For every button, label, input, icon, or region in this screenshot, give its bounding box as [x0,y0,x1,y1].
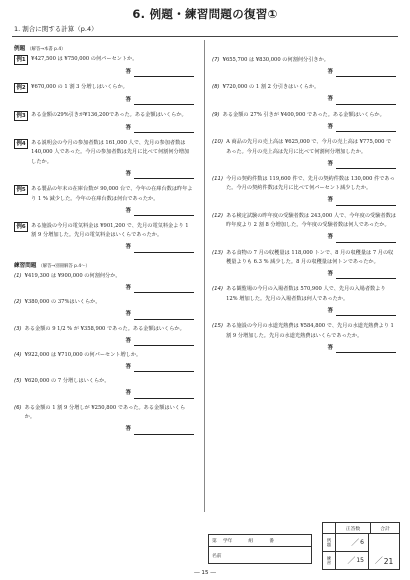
score-row-examples [323,534,369,551]
problem-text: ある施設の今月の水道光熱費は ¥584,800 で、先月の水道光熱費より 1 割 9 分増加した。先月の水道光熱費はいくらであったか。 [226,323,394,339]
score-cell[interactable]: ／ 6 [336,534,369,551]
score-cell[interactable]: ／ 15 [336,552,369,569]
examples-heading-label: 例題 [14,46,26,52]
row-label: 例題 [323,534,336,551]
practice-12 [212,212,396,243]
answer-row [212,196,396,206]
problem-number: (9) [212,111,220,118]
answer-field[interactable] [134,312,194,320]
row-total: 15 [356,557,364,564]
answer-field[interactable] [336,124,396,132]
right-column [212,56,396,353]
answer-label: 答 [125,96,131,103]
answer-field[interactable] [336,97,396,105]
answer-label: 答 [327,271,333,278]
answer-row [14,95,194,105]
example-2 [14,83,194,105]
answer-field[interactable] [134,338,194,346]
practice-2 [14,298,194,319]
problem-text: ¥427,500 は ¥750,000 の何パーセントか。 [31,56,138,62]
problem-text: ある製品の年末の在庫台数が 90,000 台で、今年の在庫台数は昨年より 1 % 減少した。今年の在庫台数は何台であったか。 [31,186,193,202]
answer-row [14,425,194,435]
problem-number: (3) [14,325,22,332]
grand-total: 21 [383,557,394,566]
answer-label: 答 [125,311,131,318]
answer-label: 答 [125,426,131,433]
practice-4 [14,351,194,372]
answer-row [212,95,396,105]
answer-field[interactable] [134,285,194,293]
answer-field[interactable] [134,391,194,399]
answer-field[interactable] [336,308,396,316]
total-header: 合計 [380,526,390,532]
problem-number: (13) [212,249,224,256]
practice-10 [212,138,396,169]
score-box [322,522,400,570]
row-total: 6 [360,539,364,546]
problem-text: ¥380,000 の 37%はいくらか。 [24,299,101,306]
answer-row [212,343,396,353]
problem-text: ある観覧場の今月の入場者数は 570,900 人で、先月の入場者数より 12% 増加した。先月の入場者数は何人であったか。 [226,286,386,302]
problem-text: ある説明会の今月の参加者数は 161,000 人で、先月の参加者数は 140,000 人であった。今月の参加者数は先月に比べて何割何分増加したか。 [31,140,190,165]
answer-row [212,159,396,169]
problem-text: ある検定試験の昨年度の受験者数は 243,000 人で、今年度の受験者数は昨年度より 2 割 8 分増加した。今年度の受験者数は何人であったか。 [226,212,396,229]
answer-label: 答 [327,96,333,103]
problem-number: (15) [212,323,224,330]
answer-label: 答 [125,170,131,177]
page-title: 6. 例題・練習問題の復習① [132,7,278,21]
correct-count-header: 正答数 [336,523,371,533]
problem-number: (2) [14,299,22,306]
problem-text: ¥720,000 の 1 割 2 分引きはいくらか。 [222,84,320,91]
problem-number: 例5 [14,185,28,195]
answer-label: 答 [125,68,131,75]
problem-text: ¥419,300 は ¥900,000 の何割何分か。 [24,272,121,279]
problem-text: ある施設の今月の電気料金は ¥901,200 で、先月の電気料金より 1 割 9 分増加した。先月の電気料金はいくらであったか。 [31,223,189,239]
answer-label: 答 [125,207,131,214]
name-label: 名前 [212,553,222,559]
practice-5 [14,377,194,398]
problem-number: 例2 [14,83,28,93]
answer-label: 答 [125,284,131,291]
answer-row [14,243,194,253]
examples-heading-note: （解答→本書 p.4） [27,47,66,52]
section-divider [12,36,398,37]
class-name-box [208,534,312,564]
practice-heading-note: （解答→別冊解答 p.4〜） [38,263,90,269]
example-5 [14,185,194,216]
practice-14 [212,285,396,316]
practice-8 [212,83,396,104]
answer-row [14,283,194,293]
problem-text: ¥620,000 の 7 分増しはいくらか。 [24,378,110,385]
column-divider [204,40,205,512]
answer-row [14,362,194,372]
problem-number: (10) [212,139,224,146]
practice-1 [14,272,194,293]
answer-row [212,269,396,279]
answer-field[interactable] [336,198,396,206]
practice-13 [212,249,396,280]
answer-field[interactable] [134,97,194,105]
section-heading: 1. 割合に関する計算（p.4） [14,25,98,33]
answer-label: 答 [125,124,131,131]
name-row[interactable] [209,547,311,563]
score-header [323,523,399,534]
problem-text: ¥922,000 は ¥710,000 の何パーセント増しか。 [24,352,142,359]
problem-number: (7) [212,57,220,63]
answer-field[interactable] [134,171,194,179]
problem-number: (8) [212,84,220,91]
answer-field[interactable] [134,69,194,77]
grand-total-cell[interactable]: ／ 21 [374,556,394,566]
example-6 [14,222,194,253]
answer-row [14,123,194,133]
problem-text: ¥670,000 の 1 割 3 分増しはいくらか。 [31,84,128,90]
answer-label: 答 [327,123,333,130]
answer-row [212,233,396,243]
answer-label: 答 [125,244,131,251]
answer-label: 答 [125,364,131,371]
problem-number: 例6 [14,222,28,232]
practice-11 [212,175,396,206]
practice-15 [212,322,396,353]
answer-row [212,67,396,77]
answer-field[interactable] [134,208,194,216]
problem-number: 例3 [14,111,28,121]
example-3 [14,111,194,133]
answer-label: 答 [327,69,333,75]
answer-field[interactable] [134,245,194,253]
problem-text: ある金額の29%引きが¥136,200であった。ある金額はいくらか。 [31,112,187,118]
answer-row [14,310,194,320]
problem-text: ある金額の 27% 引きが ¥400,900 であった。ある金額はいくらか。 [222,111,385,118]
number-label: 番 [269,539,275,544]
answer-label: 答 [125,390,131,397]
grade-prefix-label: 第 [212,539,217,544]
problem-number: 例1 [14,55,28,65]
left-column [14,42,194,435]
examples-heading [14,44,194,52]
problem-number: (6) [14,404,22,411]
grade-label: 学年 [222,539,233,544]
problem-text: A 商品の先月の売上高は ¥625,000 で、今月の売上高は ¥775,000 であった。今月の売上高は先月に比べて何割何分増加したか。 [226,139,392,155]
answer-field[interactable] [336,69,396,77]
answer-label: 答 [327,344,333,351]
answer-label: 答 [327,234,333,241]
problem-text: ある食物の 7 月の収穫量は 118,000 トンで、8 月の収穫量は 7 月の収穫量よりも 6.3 % 減少した。8 月の収穫量は何トンであったか。 [226,249,394,266]
class-row [209,535,311,547]
problem-text: ¥655,700 は ¥830,000 の何割何分引きか。 [222,57,329,63]
class-label: 組 [248,539,254,544]
practice-6 [14,404,194,435]
problem-number: (4) [14,352,22,359]
page-number: ― 15 ― [194,570,216,576]
practice-heading [14,261,194,269]
answer-label: 答 [327,197,333,204]
problem-text: 今月の契約件数は 119,600 件で、先月の契約件数は 130,000 件であった。今月の契約件数は先月に比べて何パーセント減少したか。 [226,176,395,192]
score-row-practice [323,551,369,569]
practice-3 [14,325,194,346]
answer-field[interactable] [336,235,396,243]
answer-row [14,67,194,77]
answer-field[interactable] [336,161,396,169]
problem-number: (5) [14,378,22,385]
answer-field[interactable] [134,364,194,372]
answer-row [14,336,194,346]
problem-text: ある金額の 9 1/2 % が ¥358,900 であった。ある金額はいくらか。 [24,325,185,332]
answer-field[interactable] [336,271,396,279]
answer-row [14,389,194,399]
practice-7 [212,56,396,77]
practice-heading-label: 練習問題 [14,262,37,269]
answer-row [212,306,396,316]
problem-number: (14) [212,286,224,293]
answer-row [14,169,194,179]
answer-field[interactable] [336,345,396,353]
example-4 [14,139,194,179]
practice-9 [212,111,396,132]
example-1 [14,55,194,77]
answer-field[interactable] [134,125,194,133]
problem-number: (12) [212,212,224,219]
answer-label: 答 [327,307,333,314]
answer-row [14,206,194,216]
row-label: 練習 [323,552,336,569]
answer-row [212,122,396,132]
answer-field[interactable] [134,427,194,435]
answer-label: 答 [327,160,333,167]
problem-number: (11) [212,176,224,183]
problem-number: (1) [14,272,22,279]
answer-label: 答 [125,337,131,344]
problem-number: 例4 [14,139,28,149]
problem-text: ある金額の 1 割 9 分増しが ¥250,800 であった。ある金額はいくらか。 [24,404,186,421]
